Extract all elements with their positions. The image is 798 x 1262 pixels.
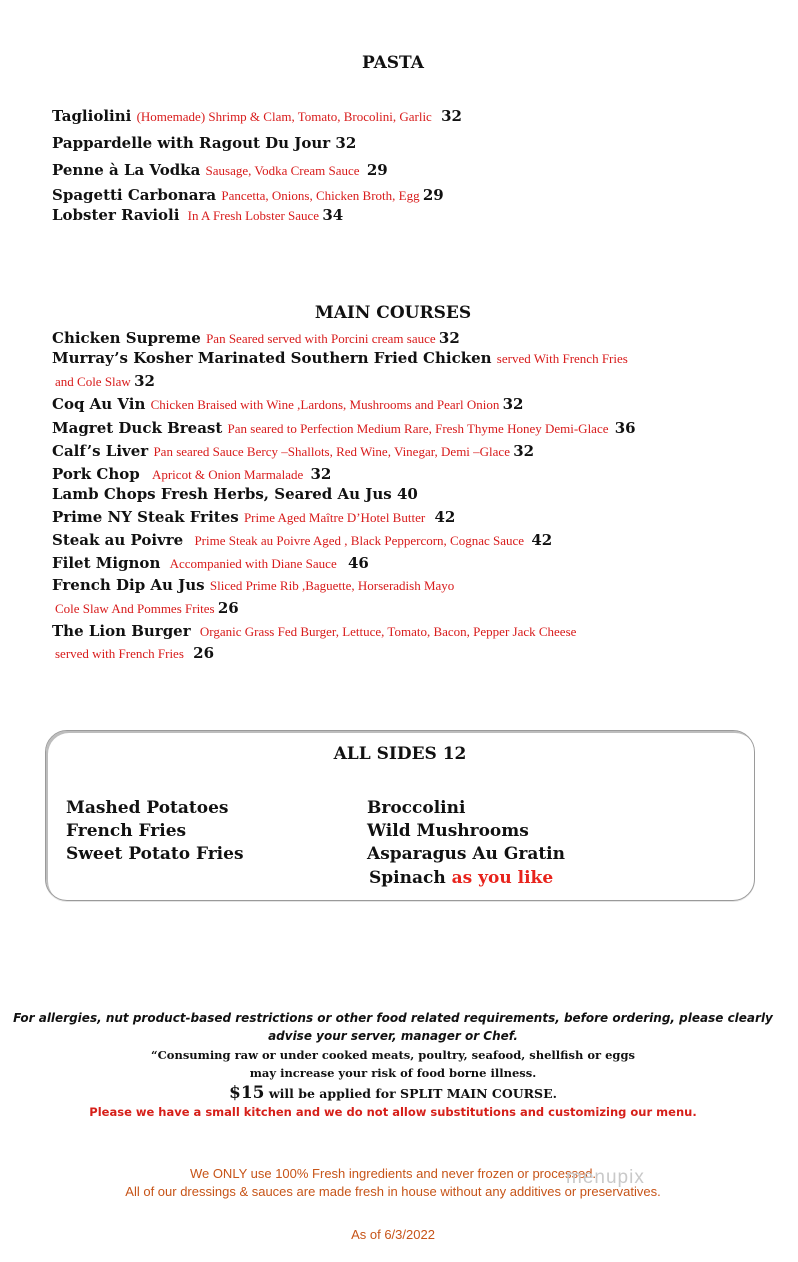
item-description: Sausage, Vodka Cream Sauce [205, 163, 363, 178]
item-name: Lobster Ravioli [52, 206, 185, 224]
menu-item-continued [55, 643, 214, 664]
item-description: Prime Steak au Poivre Aged , Black Peppercorn, Cognac Sauce [194, 533, 528, 548]
item-price: 32 [335, 134, 357, 152]
menu-item [52, 418, 636, 439]
item-description: Sliced Prime Rib ,Baguette, Horseradish Mayo [209, 578, 455, 593]
split-charge [0, 1083, 786, 1103]
menu-item [52, 394, 524, 415]
item-description: served with French Fries [55, 646, 188, 661]
allergy-notice: For allergies, nut product-based restrictions or other food related requirements, before ordering, please clearly [13, 1011, 773, 1025]
side-item: Mashed Potatoes [66, 798, 229, 818]
menu-item [52, 106, 462, 127]
fresh-ingredients-note: We ONLY use 100% Fresh ingredients and never frozen or processed. [189, 1166, 597, 1181]
item-description: and Cole Slaw [55, 374, 135, 389]
item-description: Pancetta, Onions, Chicken Broth, Egg [221, 188, 423, 203]
item-price: 26 [217, 599, 239, 617]
item-price: 32 [310, 465, 332, 483]
item-price: 40 [396, 485, 418, 503]
menu-item [52, 205, 343, 226]
item-price: 32 [134, 372, 155, 390]
item-price: 29 [366, 161, 388, 179]
item-price: 32 [502, 395, 524, 413]
menu-item [52, 464, 331, 485]
raw-food-warning: “Consuming raw or under cooked meats, poultry, seafood, shellfish or eggs [151, 1048, 635, 1062]
item-price: 46 [347, 554, 369, 572]
item-name: Coq Au Vin [52, 395, 151, 413]
item-name: Magret Duck Breast [52, 419, 228, 437]
item-name: Tagliolini [52, 107, 137, 125]
raw-food-warning-2: may increase your risk of food borne illness. [249, 1066, 537, 1080]
item-description: Cole Slaw And Pommes Frites [55, 601, 218, 616]
side-item: Broccolini [367, 798, 466, 818]
item-name: Steak au Poivre [52, 531, 189, 549]
side-item-label: Spinach [369, 868, 452, 888]
side-item: Wild Mushrooms [367, 821, 529, 841]
item-price: 32 [438, 329, 460, 347]
item-price: 42 [531, 531, 553, 549]
menu-date: As of 6/3/2022 [351, 1227, 435, 1242]
item-name: Chicken Supreme [52, 329, 207, 347]
item-price: 32 [441, 107, 462, 125]
menu-item [52, 575, 454, 596]
item-name: Murray’s Kosher Marinated Southern Fried Chicken [52, 349, 497, 367]
item-description: Apricot & Onion Marmalade [151, 467, 307, 482]
dressings-note: All of our dressings & sauces are made fresh in house without any additives or preservatives. [125, 1184, 661, 1199]
item-name: Pork Chop [52, 465, 145, 483]
menu-item [52, 553, 369, 574]
menu-item [52, 185, 444, 206]
menu-item [52, 133, 356, 153]
allergy-notice-2: advise your server, manager or Chef. [268, 1029, 518, 1043]
item-description: (Homemade) Shrimp & Clam, Tomato, Brocolini, Garlic [136, 109, 436, 124]
side-item-spinach [369, 867, 553, 890]
item-description: In A Fresh Lobster Sauce [187, 208, 323, 223]
split-text: will be applied for SPLIT MAIN COURSE. [264, 1086, 557, 1101]
menu-item [52, 328, 460, 349]
menu-item [52, 621, 576, 642]
pasta-heading: PASTA [362, 53, 424, 73]
item-name: Prime NY Steak Frites [52, 508, 244, 526]
item-name: French Dip Au Jus [52, 576, 210, 594]
item-name: Lamb Chops Fresh Herbs, Seared Au Jus [52, 485, 397, 503]
side-item: French Fries [66, 821, 187, 841]
sides-heading: ALL SIDES 12 [333, 744, 467, 764]
side-item: Sweet Potato Fries [66, 844, 244, 864]
item-description: Organic Grass Fed Burger, Lettuce, Tomato, Bacon, Pepper Jack Cheese [199, 624, 577, 639]
item-name: Penne à La Vodka [52, 161, 206, 179]
menu-item [52, 484, 418, 504]
menu-item [52, 507, 455, 528]
menu-item [52, 348, 628, 369]
side-item: Asparagus Au Gratin [367, 844, 565, 864]
item-description: Accompanied with Diane Sauce [169, 556, 340, 571]
item-price: 36 [614, 419, 636, 437]
item-name: Filet Mignon [52, 554, 166, 572]
main-courses-heading: MAIN COURSES [314, 303, 472, 323]
item-price: 32 [513, 442, 535, 460]
item-description: Prime Aged Maître D’Hotel Butter [243, 510, 429, 525]
menu-item-continued [55, 598, 239, 619]
item-name: The Lion Burger [52, 622, 196, 640]
substitution-policy: Please we have a small kitchen and we do not allow substitutions and customizing our menu. [89, 1105, 697, 1119]
watermark: menupix [566, 1167, 645, 1188]
menu-item [52, 530, 552, 551]
menu-item [52, 160, 388, 181]
item-description: Pan Seared served with Porcini cream sauce [206, 331, 439, 346]
item-description: served With French Fries [496, 351, 628, 366]
item-price: 42 [434, 508, 456, 526]
item-name: Calf’s Liver [52, 442, 154, 460]
menu-item-continued [55, 371, 155, 392]
item-description: Pan seared to Perfection Medium Rare, Fresh Thyme Honey Demi-Glace [227, 421, 612, 436]
spinach-note: as you like [451, 868, 554, 888]
item-price: 26 [193, 644, 215, 662]
item-price: 29 [422, 186, 444, 204]
item-name: Spagetti Carbonara [52, 186, 222, 204]
item-price: 34 [322, 206, 344, 224]
item-description: Chicken Braised with Wine ,Lardons, Mushrooms and Pearl Onion [150, 397, 503, 412]
menu-item [52, 441, 534, 462]
item-name: Pappardelle with Ragout Du Jour [52, 134, 336, 152]
split-price: $15 [229, 1083, 265, 1103]
item-description: Pan seared Sauce Bercy –Shallots, Red Wine, Vinegar, Demi –Glace [153, 444, 514, 459]
